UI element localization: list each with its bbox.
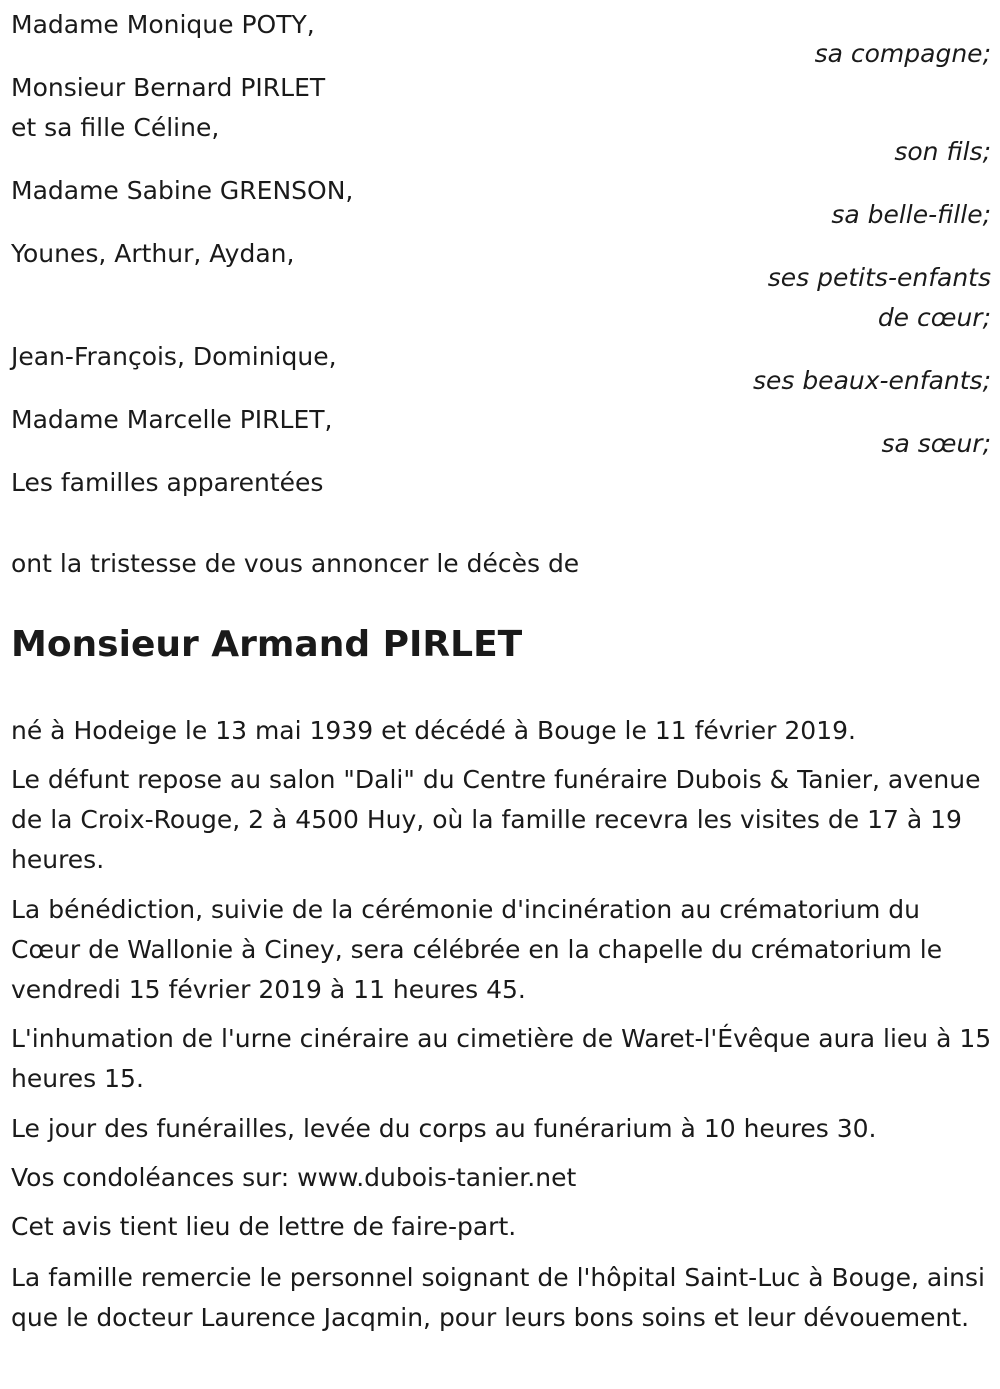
- paragraph-condolences: Vos condoléances sur: www.dubois-tanier.net: [11, 1163, 577, 1192]
- family-relation: sa compagne;: [814, 39, 991, 68]
- paragraph-procession: Le jour des funérailles, levée du corps au funérarium à 10 heures 30.: [11, 1114, 877, 1143]
- family-member-name: Les familles apparentées: [11, 468, 324, 497]
- family-entry: [11, 5, 991, 68]
- announcement-text: ont la tristesse de vous annoncer le décès de: [11, 549, 580, 578]
- family-entry: [11, 400, 991, 458]
- family-entry: [11, 171, 991, 229]
- family-member-name: Younes, Arthur, Aydan,: [11, 239, 295, 268]
- family-entry: [11, 463, 991, 503]
- paragraph-repose: Le défunt repose au salon "Dali" du Centre funéraire Dubois & Tanier, avenue de la Croix-Rouge, 2 à 4500 Huy, où la famille recevra les visites de 17 à 19 heures.: [11, 765, 981, 874]
- family-relation: sa sœur;: [881, 429, 991, 458]
- family-relation: ses beaux-enfants;: [752, 366, 991, 395]
- paragraph-burial: L'inhumation de l'urne cinéraire au cimetière de Waret-l'Évêque aura lieu à 15 heures 15.: [11, 1024, 992, 1093]
- paragraph-ceremony: La bénédiction, suivie de la cérémonie d'incinération au crématorium du Cœur de Wallonie à Ciney, sera célébrée en la chapelle du crématorium le vendredi 15 février 2019 à 11 heures 45.: [11, 895, 943, 1004]
- family-entry: [11, 68, 991, 166]
- paragraph-thanks: La famille remercie le personnel soignant de l'hôpital Saint-Luc à Bouge, ainsi que le docteur Laurence Jacqmin, pour leurs bons soins et leur dévouement.: [11, 1263, 985, 1332]
- family-member-name: Jean-François, Dominique,: [11, 342, 337, 371]
- family-relation: de cœur;: [877, 303, 991, 332]
- family-relation: sa belle-fille;: [831, 200, 991, 229]
- family-entry: [11, 337, 991, 395]
- family-member-name: Monsieur Bernard PIRLET: [11, 73, 326, 102]
- family-entry: [11, 234, 991, 332]
- paragraph-birth-death: né à Hodeige le 13 mai 1939 et décédé à Bouge le 11 février 2019.: [11, 716, 856, 745]
- family-member-name: Madame Sabine GRENSON,: [11, 176, 354, 205]
- family-member-name: Madame Monique POTY,: [11, 10, 315, 39]
- deceased-name: Monsieur Armand PIRLET: [11, 624, 523, 665]
- family-relation: ses petits-enfants: [767, 263, 991, 292]
- family-member-name: et sa fille Céline,: [11, 113, 220, 142]
- family-member-name: Madame Marcelle PIRLET,: [11, 405, 333, 434]
- family-relation: son fils;: [894, 137, 991, 166]
- paragraph-notice: Cet avis tient lieu de lettre de faire-part.: [11, 1212, 517, 1241]
